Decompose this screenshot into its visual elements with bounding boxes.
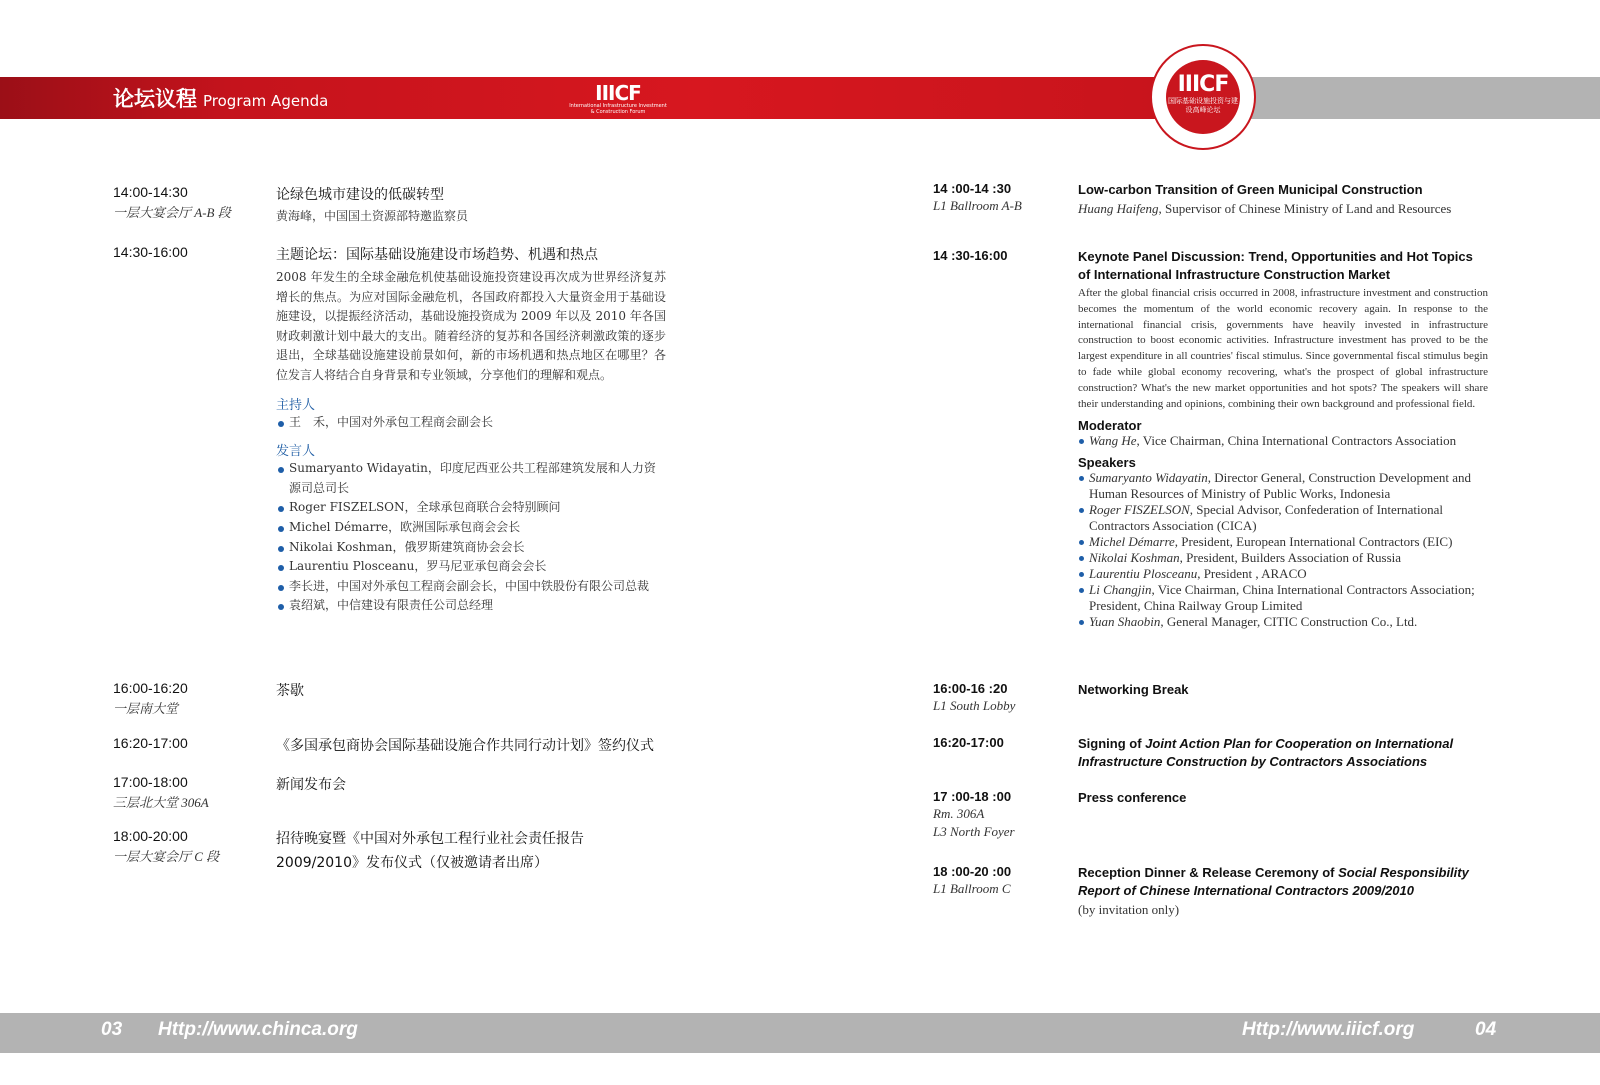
en-person-name: Sumaryanto Widayatin [1089, 470, 1208, 486]
list-item: Roger FISZELSON，全球承包商联合会特别顾问 [276, 498, 666, 518]
list-item [1078, 614, 1488, 630]
en-person-name: Li Changjin [1089, 582, 1152, 598]
en-row-5-time [933, 789, 1015, 840]
footer-url-left[interactable]: Http://www.chinca.org [158, 1019, 358, 1040]
page-number-left: 03 [101, 1019, 123, 1040]
cn-row-6-content [276, 828, 584, 872]
en-time: 16:00-16 :20 [933, 681, 1008, 696]
iiicf-mini-logo [568, 83, 668, 117]
cn-moderator-list [276, 413, 666, 433]
en-title [1078, 864, 1488, 900]
en-time: 14 :00-14 :30 [933, 181, 1012, 196]
list-item [1078, 470, 1488, 502]
en-speakers-list [1078, 470, 1488, 630]
seal-cn: 国际基础设施投资与建设高峰论坛 [1168, 97, 1238, 114]
en-speaker-role: , Supervisor of Chinese Ministry of Land and Resources [1158, 201, 1452, 216]
cn-row-1-time [113, 184, 231, 221]
cn-title-line-1: 招待晚宴暨《中国对外承包工程行业社会责任报告 [276, 831, 584, 847]
seal-mark: IIICF [1177, 72, 1229, 97]
en-person-name: Michel Démarre [1089, 534, 1175, 550]
cn-venue: 三层北大堂 306A [113, 795, 209, 810]
page-title-en: Program Agenda [203, 92, 329, 110]
en-person-role: , Vice Chairman, China International Contractors Association [1136, 433, 1457, 449]
en-row-4-time [933, 735, 1004, 750]
seal-inner [1166, 60, 1240, 134]
en-title-italic: Joint Action Plan for Cooperation on International Infrastructure Construction by Contractors Associations [1078, 736, 1454, 769]
en-row-1-time [933, 181, 1022, 214]
en-person-role: , President , ARACO [1197, 566, 1307, 582]
en-venue-2: L3 North Foyer [933, 824, 1015, 839]
list-item [1078, 550, 1488, 566]
page-title-cn: 论坛议程 [113, 87, 197, 111]
list-item: Nikolai Koshman，俄罗斯建筑商协会会长 [276, 538, 666, 558]
en-row-6-content [1078, 864, 1488, 918]
cn-time: 16:20-17:00 [113, 735, 188, 751]
en-row-4-content [1078, 735, 1488, 771]
mini-logo-subtitle: International Infrastructure Investment & Construction Forum [569, 103, 667, 115]
list-item: 王 禾，中国对外承包工程商会副会长 [276, 413, 666, 433]
list-item: Laurentiu Plosceanu，罗马尼亚承包商会会长 [276, 557, 666, 577]
list-item [1078, 534, 1488, 550]
cn-row-5-content [276, 774, 346, 794]
cn-time: 18:00-20:00 [113, 828, 188, 844]
cn-speakers-label: 发言人 [276, 444, 316, 460]
list-item [1078, 566, 1488, 582]
en-time: 18 :00-20 :00 [933, 864, 1012, 879]
en-sub [1078, 201, 1488, 217]
cn-title: 新闻发布会 [276, 777, 346, 793]
en-row-1-content [1078, 181, 1488, 217]
cn-time: 14:30-16:00 [113, 244, 188, 260]
cn-title-line-2: 2009/2010》发布仪式（仅被邀请者出席） [276, 855, 548, 871]
en-title: Press conference [1078, 790, 1187, 805]
cn-row-2-content [276, 244, 666, 616]
cn-row-3-time [113, 680, 188, 717]
en-person-role: , Special Advisor, Confederation of International Contractors Association (CICA) [1089, 502, 1444, 534]
footer-url-right[interactable]: Http://www.iiicf.org [1242, 1019, 1415, 1040]
en-time: 16:20-17:00 [933, 735, 1004, 750]
cn-title: 论绿色城市建设的低碳转型 [276, 187, 444, 203]
cn-time: 17:00-18:00 [113, 774, 188, 790]
en-person-role: , President, Builders Association of Russia [1179, 550, 1402, 566]
mini-logo-mark: IIICF [595, 81, 641, 105]
cn-row-4-time [113, 735, 188, 751]
cn-row-2-time [113, 244, 188, 260]
cn-title: 茶歇 [276, 683, 304, 699]
cn-sub: 黄海峰，中国国土资源部特邀监察员 [276, 209, 469, 223]
cn-venue: 一层南大堂 [113, 701, 179, 716]
cn-venue: 一层大宴会厅 C 段 [113, 849, 220, 864]
cn-speakers-list [276, 459, 666, 616]
list-item: 李长进，中国对外承包工程商会副会长，中国中铁股份有限公司总裁 [276, 577, 666, 597]
cn-row-1-content [276, 184, 468, 224]
en-row-3-content [1078, 681, 1189, 699]
en-title-prefix: Reception Dinner & Release Ceremony of [1078, 865, 1339, 880]
cn-title: 《多国承包商协会国际基础设施合作共同行动计划》签约仪式 [276, 738, 654, 754]
en-person-role: , President, European International Contractors (EIC) [1174, 534, 1453, 550]
en-title: Networking Break [1078, 682, 1189, 697]
en-row-5-content [1078, 789, 1186, 807]
page-title [113, 83, 328, 113]
en-moderator-list [1078, 433, 1488, 449]
en-time: 17 :00-18 :00 [933, 789, 1012, 804]
cn-time: 14:00-14:30 [113, 184, 188, 200]
cn-row-6-time [113, 828, 219, 865]
en-moderator-label: Moderator [1078, 418, 1142, 434]
en-row-2-time [933, 248, 1007, 263]
en-venue-1: Rm. 306A [933, 806, 985, 821]
en-body: After the global financial crisis occurred in 2008, infrastructure investment and construction becomes the momentum of the world economic recovery again. In response to the international financial crisis, governments have heavily invested in infrastructure construction to boost economic activities. Infrastructure investment has proved to be the largest expenditure in all countries' fiscal stimulus. Since governmental fiscal stimulus begin to fade while global economy recovering, what's the prospect of global infrastructure construction? What's the new market opportunities and hot spots? The speakers will share their understanding and opinions, combining their own background and professional field. [1078, 287, 1488, 410]
list-item: Sumaryanto Widayatin，印度尼西亚公共工程部建筑发展和人力资源司总司长 [276, 459, 666, 498]
en-venue: L1 South Lobby [933, 698, 1016, 713]
en-note: (by invitation only) [1078, 902, 1180, 917]
en-person-name: Roger FISZELSON [1089, 502, 1190, 518]
en-title-italic: Social Responsibility Report of Chinese International Contractors 2009/2010 [1078, 865, 1469, 898]
cn-row-3-content [276, 680, 304, 700]
cn-time: 16:00-16:20 [113, 680, 188, 696]
en-title: Keynote Panel Discussion: Trend, Opportunities and Hot Topics of International Infrastructure Construction Market [1078, 249, 1473, 282]
en-speakers-label: Speakers [1078, 455, 1136, 471]
en-time: 14 :30-16:00 [933, 248, 1008, 263]
en-title-prefix: Signing of [1078, 736, 1146, 751]
en-person-role: , Vice Chairman, China International Contractors Association; President, China Railway Group Limited [1089, 582, 1475, 614]
en-row-6-time [933, 864, 1011, 897]
list-item [1078, 582, 1488, 614]
en-title: Low-carbon Transition of Green Municipal Construction [1078, 182, 1423, 197]
page-number-right: 04 [1475, 1019, 1497, 1040]
en-person-role: , Director General, Construction Development and Human Resources of Ministry of Public Works, Indonesia [1089, 470, 1471, 502]
list-item [1078, 433, 1488, 449]
en-row-2-content [1078, 248, 1488, 630]
en-person-role: , General Manager, CITIC Construction Co., Ltd. [1160, 614, 1418, 630]
en-person-name: Wang He [1089, 433, 1137, 449]
list-item [1078, 502, 1488, 534]
en-title [1078, 735, 1488, 771]
en-person-name: Nikolai Koshman [1089, 550, 1180, 566]
en-venue: L1 Ballroom C [933, 881, 1011, 896]
en-speaker-name: Huang Haifeng [1078, 201, 1159, 216]
iiicf-seal-logo [1150, 44, 1256, 150]
cn-venue: 一层大宴会厅 A-B 段 [113, 205, 231, 220]
en-venue: L1 Ballroom A-B [933, 198, 1022, 213]
cn-title: 主题论坛：国际基础设施建设市场趋势、机遇和热点 [276, 247, 598, 263]
en-row-3-time [933, 681, 1015, 714]
en-person-name: Laurentiu Plosceanu [1089, 566, 1198, 582]
cn-row-5-time [113, 774, 209, 811]
cn-row-4-content [276, 735, 654, 755]
cn-moderator-label: 主持人 [276, 397, 316, 413]
en-person-name: Yuan Shaobin [1089, 614, 1161, 630]
list-item: Michel Démarre，欧洲国际承包商会会长 [276, 518, 666, 538]
cn-body: 2008 年发生的全球金融危机使基础设施投资建设再次成为世界经济复苏增长的焦点。为应对国际金融危机，各国政府都投入大量资金用于基础设施建设，以提振经济活动，基础设施投资成为 2009 年以及 2010 年各国财政刺激计划中最大的支出。随着经济的复苏和各国经济刺激政策的逐步退出，全球基础设施建设前景如何，新的市场机遇和热点地区在哪里？各位发言人将结合自身背景和专业领域，分享他们的理解和观点。 [276, 270, 666, 382]
list-item: 袁绍斌，中信建设有限责任公司总经理 [276, 596, 666, 616]
